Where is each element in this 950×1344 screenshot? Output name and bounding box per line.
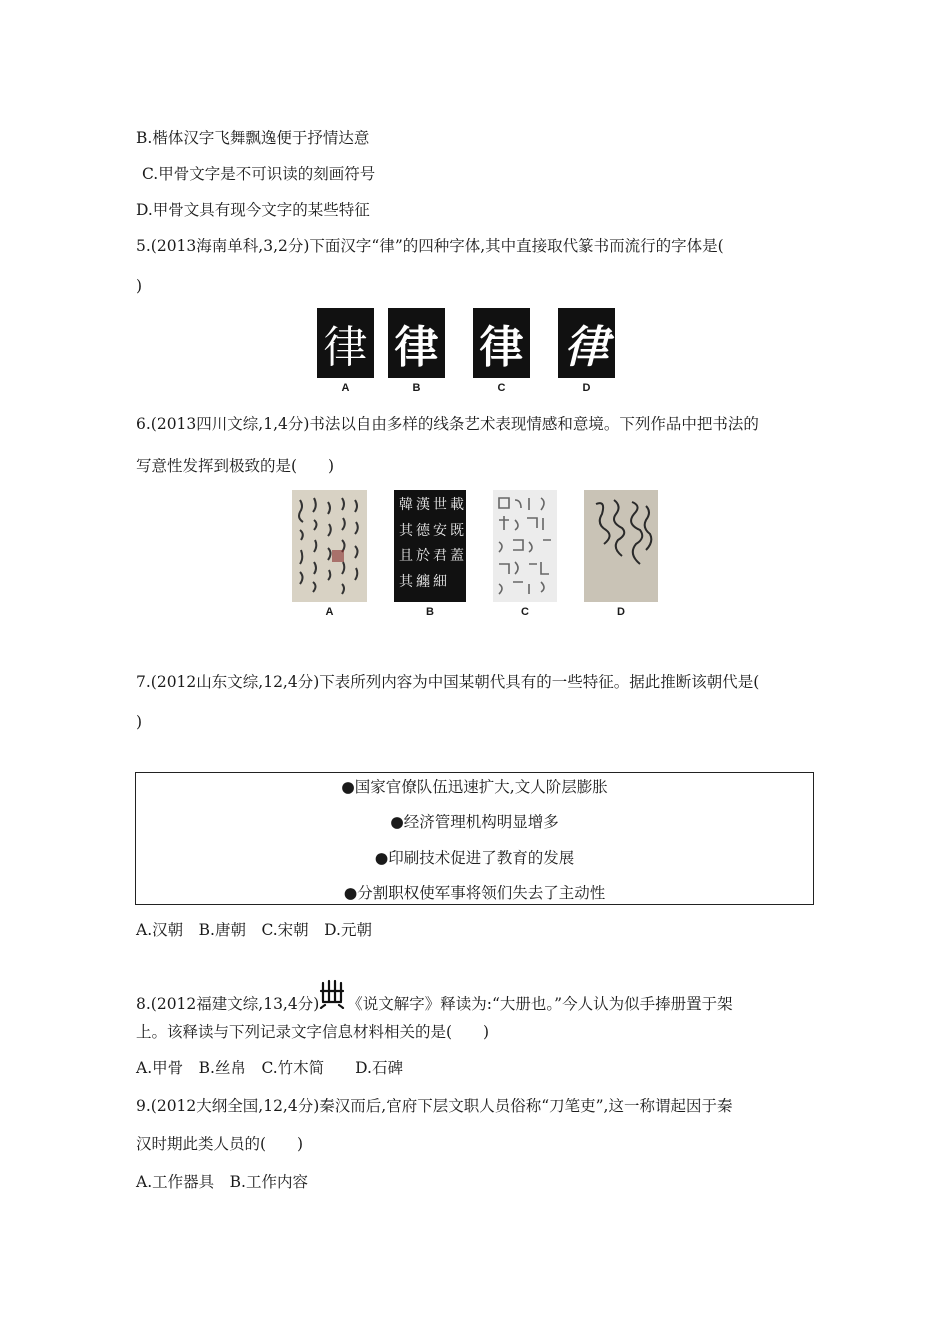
question-8-options: A.甲骨 B.丝帛 C.竹木简 D.石碑 <box>136 1059 403 1077</box>
script-glyph: 律 <box>473 308 530 378</box>
question-8-text <box>136 979 733 1014</box>
question-5-text: 5.(2013海南单科,3,2分)下面汉字“律”的四种字体,其中直接取代篆书而流行的字体是( <box>136 237 724 255</box>
calligraphy-char: 漢 <box>416 497 430 513</box>
feature-item: ●印刷技术促进了教育的发展 <box>374 849 575 867</box>
option-b-line: B.楷体汉字飞舞飘逸便于抒情达意 <box>136 129 370 147</box>
question-6-text: 6.(2013四川文综,1,4分)书法以自由多样的线条艺术表现情感和意境。下列作品中把书法的 <box>136 415 759 433</box>
calligraphy-label: C <box>521 606 529 618</box>
script-label: B <box>412 382 421 394</box>
question-8-suffix: 《说文解字》释读为:“大册也。”今人认为似手捧册置于架 <box>347 995 733 1013</box>
option-c-line: C.甲骨文字是不可识读的刻画符号 <box>142 165 376 183</box>
figure-6-calligraphy <box>292 490 658 618</box>
calligraphy-char: 細 <box>433 573 447 590</box>
question-7-options: A.汉朝 B.唐朝 C.宋朝 D.元朝 <box>136 921 372 939</box>
question-7-paren: ) <box>136 713 143 731</box>
seal-script-image <box>493 490 557 602</box>
script-tile-a <box>317 308 374 394</box>
script-label: A <box>341 382 350 394</box>
calligraphy-label: A <box>325 606 334 618</box>
question-8-prefix: 8.(2012福建文综,13,4分) <box>136 995 320 1013</box>
script-label: D <box>582 382 591 394</box>
clerical-script-image <box>394 490 466 602</box>
calligraphy-char: 世 <box>433 497 447 513</box>
question-8-text-2: 上。该释读与下列记录文字信息材料相关的是( ) <box>136 1023 490 1041</box>
question-9-text-2: 汉时期此类人员的( ) <box>136 1135 304 1153</box>
calligraphy-char: 德 <box>416 522 430 539</box>
dian-character-glyph-icon <box>319 979 345 1014</box>
calligraphy-char: 於 <box>416 548 430 564</box>
calligraphy-image-a <box>292 490 367 602</box>
calligraphy-char: 其 <box>399 573 413 590</box>
option-d-line: D.甲骨文具有现今文字的某些特征 <box>136 201 370 219</box>
cursive-script-image <box>584 490 658 602</box>
calligraphy-image-c <box>493 490 557 602</box>
question-9-text: 9.(2012大纲全国,12,4分)秦汉而后,官府下层文职人员俗称“刀笔吏”,这一称谓起因于秦 <box>136 1097 733 1115</box>
calligraphy-char: 載 <box>450 497 464 513</box>
calligraphy-char: 纏 <box>416 573 430 590</box>
figure-5-scripts <box>317 308 615 394</box>
script-tile-d <box>558 308 615 394</box>
feature-item: ●国家官僚队伍迅速扩大,文人阶层膨胀 <box>341 778 608 796</box>
calligraphy-label: D <box>617 606 625 618</box>
script-glyph: 律 <box>388 308 445 378</box>
feature-item: ●经济管理机构明显增多 <box>390 813 559 831</box>
script-glyph: 律 <box>558 308 615 378</box>
calligraphy-char: 且 <box>399 548 413 564</box>
question-5-paren: ) <box>136 277 143 295</box>
calligraphy-char: 韓 <box>399 497 413 513</box>
calligraphy-label: B <box>426 606 434 618</box>
calligraphy-sample-b <box>394 490 466 618</box>
script-tile-b <box>388 308 445 394</box>
feature-item: ●分割职权使军事将领们失去了主动性 <box>343 884 606 902</box>
calligraphy-char: 既 <box>450 522 464 539</box>
calligraphy-sample-d <box>584 490 658 618</box>
script-glyph: 律 <box>317 308 374 378</box>
calligraphy-sample-a <box>292 490 367 618</box>
calligraphy-image-d <box>584 490 658 602</box>
script-tile-c <box>473 308 530 394</box>
calligraphy-sample-c <box>493 490 557 618</box>
running-script-image <box>292 490 367 602</box>
question-6-text-2: 写意性发挥到极致的是( ) <box>136 457 335 475</box>
calligraphy-char: 蓋 <box>450 548 464 564</box>
calligraphy-char: 其 <box>399 522 413 539</box>
question-9-options: A.工作器具 B.工作内容 <box>136 1173 308 1191</box>
question-7-feature-table <box>135 772 814 905</box>
script-label: C <box>497 382 506 394</box>
calligraphy-char: 安 <box>433 522 447 539</box>
question-7-text: 7.(2012山东文综,12,4分)下表所列内容为中国某朝代具有的一些特征。据此推断该朝代是( <box>136 673 760 691</box>
calligraphy-char: 君 <box>433 548 447 564</box>
